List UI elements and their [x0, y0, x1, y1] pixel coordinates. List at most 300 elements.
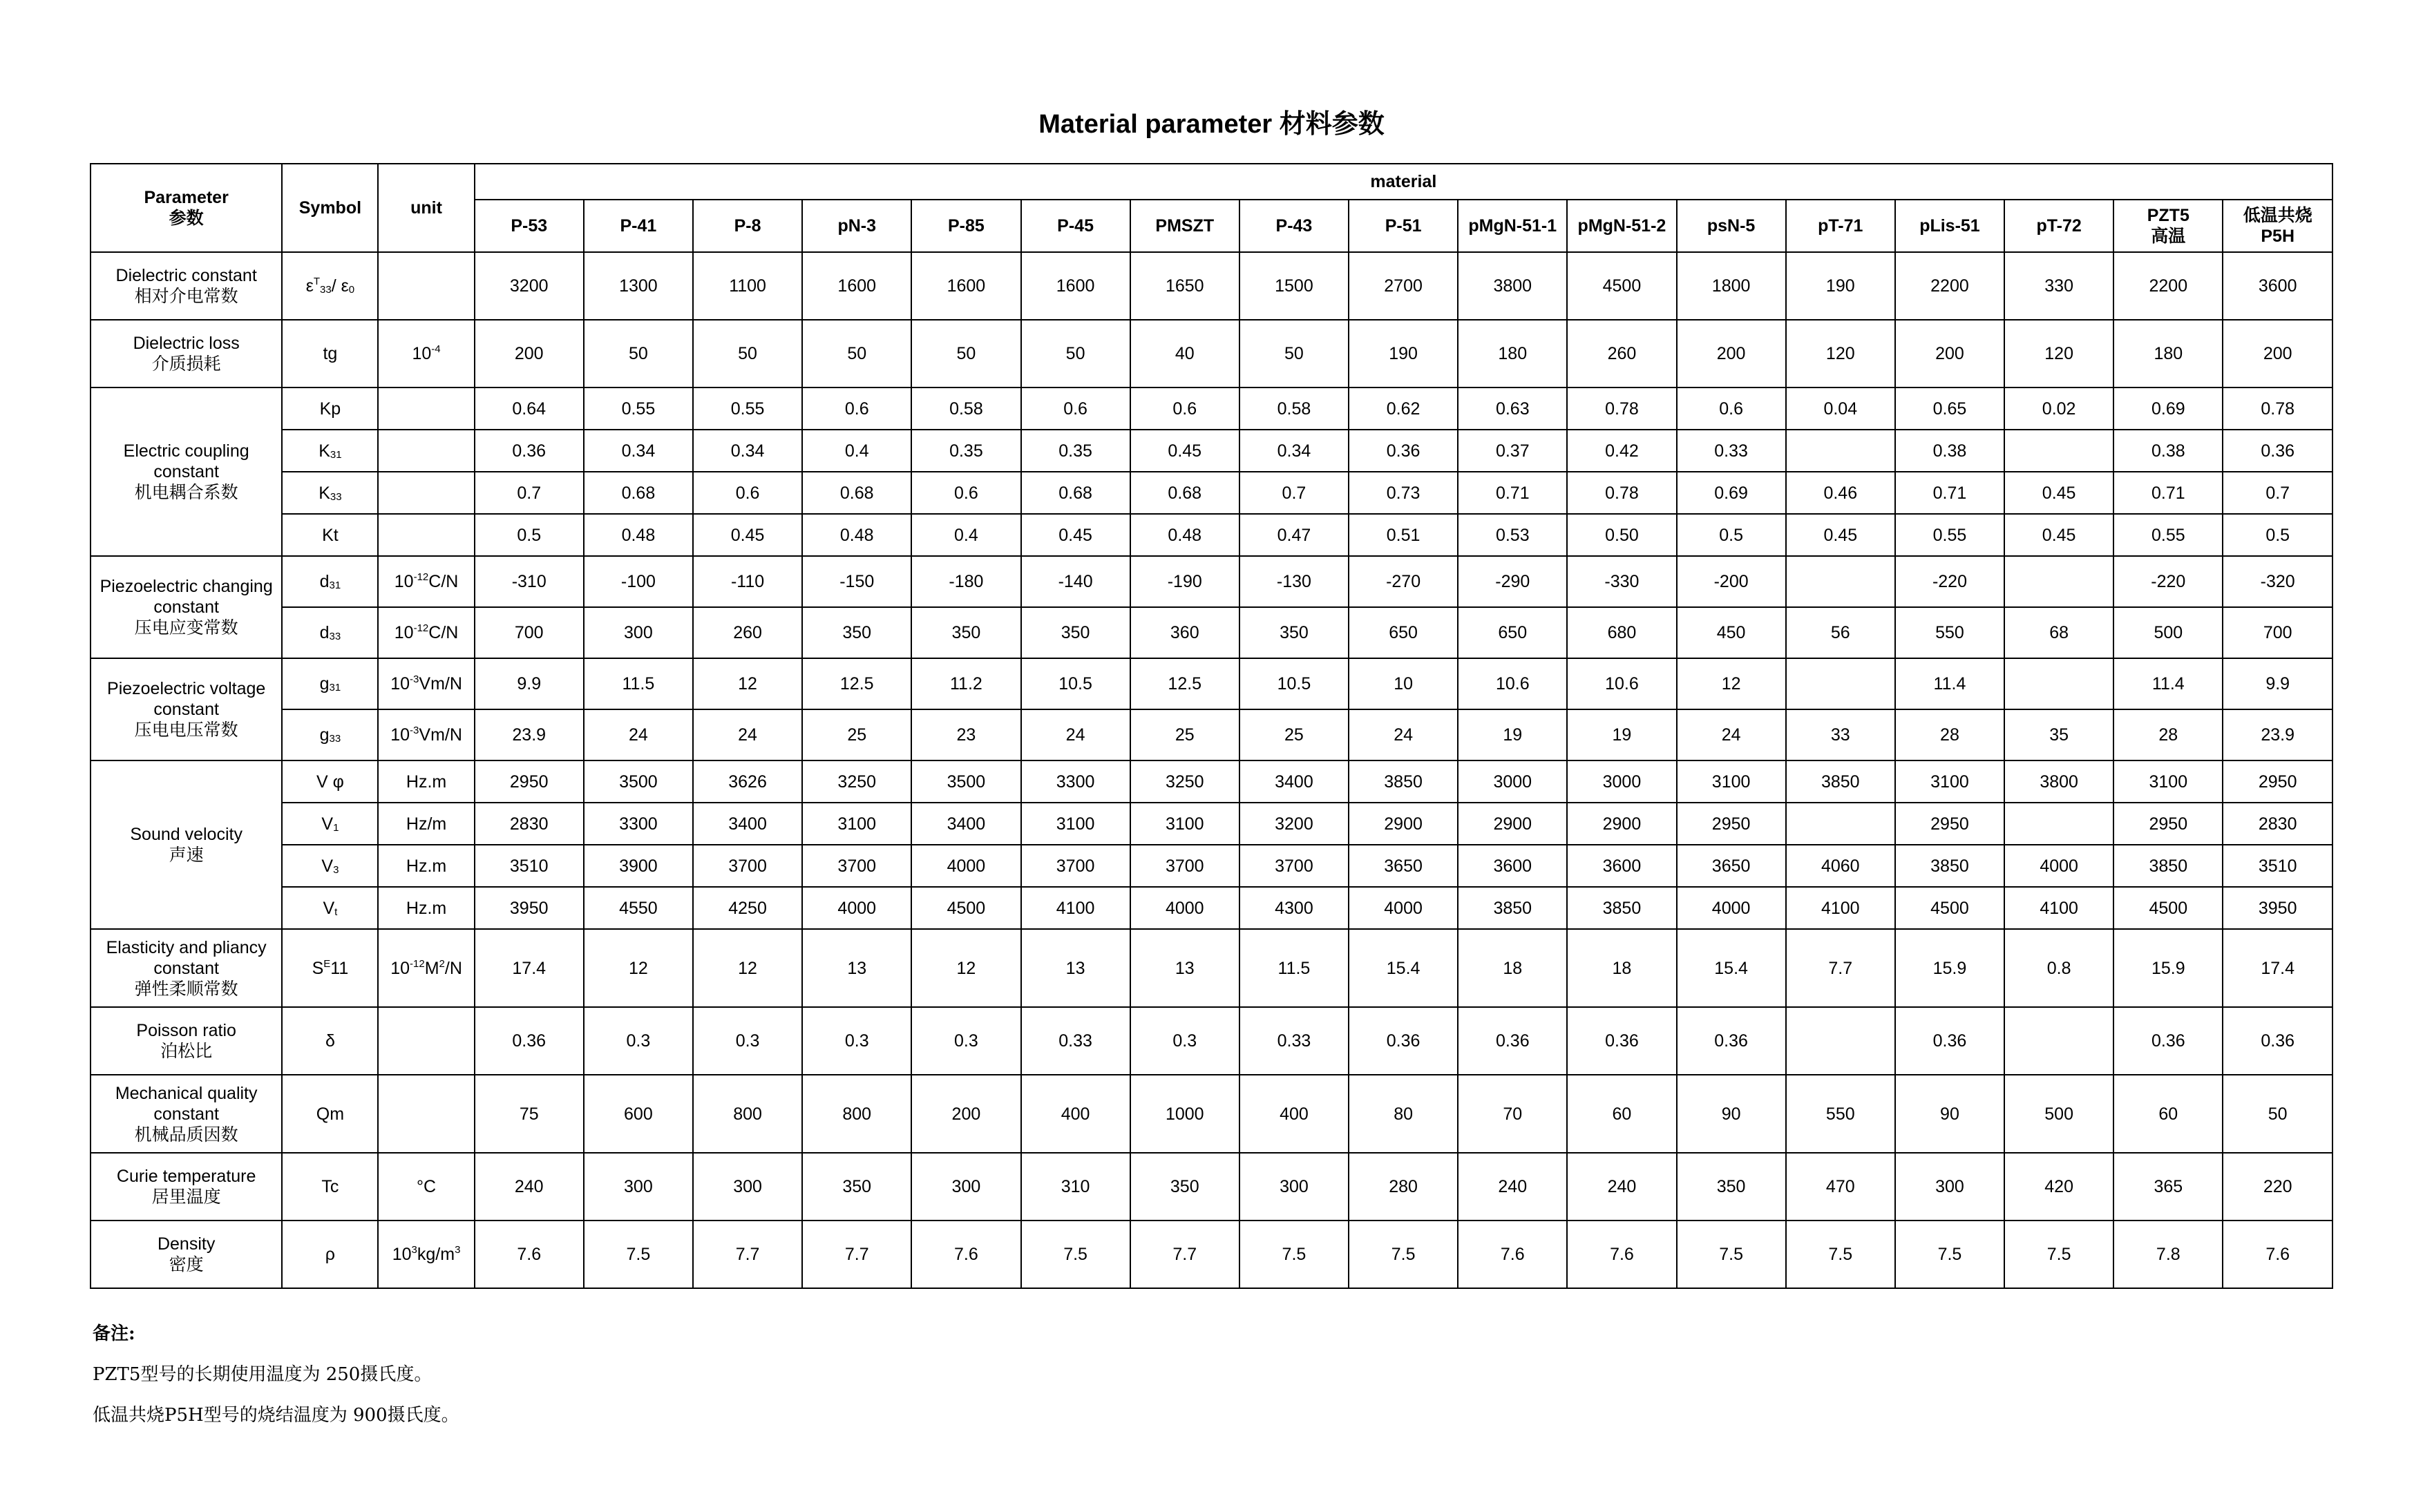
value-cell: 3100	[802, 803, 911, 845]
symbol-sup: E	[323, 957, 331, 970]
value-cell: 3300	[1021, 760, 1130, 803]
unit-cell	[378, 887, 474, 929]
value-cell: 50	[1021, 320, 1130, 387]
value-cell: 4500	[911, 887, 1020, 929]
value-cell: 650	[1349, 607, 1458, 658]
symbol-main: g	[319, 725, 330, 745]
value-cell: 2900	[1349, 803, 1458, 845]
parameter-label-en: Density	[157, 1234, 216, 1254]
value-cell: 23.9	[475, 709, 584, 760]
value-cell: 0.78	[2223, 387, 2332, 430]
symbol-main: g	[319, 674, 330, 693]
material-header-1	[475, 200, 584, 252]
value-cell: 0.36	[1349, 1007, 1458, 1075]
value-cell: 4000	[911, 845, 1020, 887]
value-cell: 0.33	[1239, 1007, 1349, 1075]
symbol-cell	[282, 845, 378, 887]
value-cell: -190	[1130, 556, 1239, 607]
value-cell: 23	[911, 709, 1020, 760]
value-cell: 0.33	[1021, 1007, 1130, 1075]
value-cell: 360	[1130, 607, 1239, 658]
value-cell: 350	[802, 607, 911, 658]
value-cell: 3850	[1349, 760, 1458, 803]
symbol-cell	[282, 803, 378, 845]
value-cell: 4500	[2113, 887, 2223, 929]
table-row	[91, 252, 2332, 320]
value-cell: 12.5	[802, 658, 911, 709]
value-cell: 0.64	[475, 387, 584, 430]
header-parameter-cn: 参数	[169, 209, 204, 228]
value-cell: 4550	[584, 887, 693, 929]
value-cell: 350	[1677, 1153, 1786, 1221]
symbol-main: V	[321, 856, 334, 876]
symbol-main: V φ	[316, 772, 344, 792]
parameter-label-cn: 声速	[169, 845, 204, 865]
value-cell: 2830	[475, 803, 584, 845]
value-cell: 7.6	[1458, 1221, 1567, 1288]
value-cell: 0.68	[1130, 472, 1239, 514]
header-parameter	[91, 164, 282, 252]
symbol-sub: 33	[320, 284, 332, 296]
value-cell: 0.46	[1786, 472, 1895, 514]
value-cell: 13	[1130, 929, 1239, 1007]
value-cell: 60	[1567, 1075, 1676, 1153]
unit-tail: Vm/N	[419, 674, 462, 693]
material-name-sub: P5H	[2261, 227, 2295, 246]
value-cell: 11.5	[584, 658, 693, 709]
value-cell: 24	[1021, 709, 1130, 760]
value-cell: 2950	[475, 760, 584, 803]
value-cell: 0.45	[1021, 514, 1130, 556]
value-cell: -110	[693, 556, 802, 607]
value-cell: 0.55	[693, 387, 802, 430]
value-cell: 0.33	[1677, 430, 1786, 472]
value-cell: 3850	[1458, 887, 1567, 929]
value-cell: 0.36	[475, 430, 584, 472]
table-row	[91, 607, 2332, 658]
value-cell: 7.7	[693, 1221, 802, 1288]
table-row	[91, 320, 2332, 387]
value-cell: 3400	[693, 803, 802, 845]
unit-tail: kg/m	[417, 1245, 455, 1264]
table-row	[91, 556, 2332, 607]
symbol-main: Tc	[321, 1177, 339, 1196]
value-cell: 0.63	[1458, 387, 1567, 430]
unit-tail: Vm/N	[419, 725, 462, 745]
value-cell: -290	[1458, 556, 1567, 607]
value-cell: 11.4	[2113, 658, 2223, 709]
value-cell: 0.36	[1677, 1007, 1786, 1075]
parameter-label-cn: 密度	[169, 1255, 204, 1274]
value-cell: 0.35	[911, 430, 1020, 472]
value-cell: 0.65	[1895, 387, 2004, 430]
value-cell	[2004, 430, 2113, 472]
value-cell: 0.50	[1567, 514, 1676, 556]
value-cell: 3200	[475, 252, 584, 320]
value-cell	[2004, 556, 2113, 607]
unit-main: °C	[417, 1177, 437, 1196]
material-name: P-85	[948, 216, 985, 236]
value-cell: 4000	[1349, 887, 1458, 929]
symbol-cell	[282, 556, 378, 607]
material-header-14	[1895, 200, 2004, 252]
value-cell: 3300	[584, 803, 693, 845]
parameter-label	[91, 556, 282, 658]
value-cell: 0.68	[584, 472, 693, 514]
unit-main: 10	[390, 958, 410, 978]
unit-tail2: /N	[444, 958, 462, 978]
note-line-2: 低温共烧P5H型号的烧结温度为 900摄氏度。	[93, 1405, 459, 1426]
value-cell: 15.4	[1677, 929, 1786, 1007]
value-cell: 10.5	[1239, 658, 1349, 709]
material-header-10	[1458, 200, 1567, 252]
table-row	[91, 929, 2332, 1007]
unit-cell	[378, 320, 474, 387]
unit-sup: -12	[410, 957, 425, 970]
value-cell: 7.5	[1239, 1221, 1349, 1288]
value-cell: 2900	[1567, 803, 1676, 845]
parameter-label-en: Dielectric loss	[133, 334, 240, 353]
symbol-main: Qm	[316, 1104, 345, 1124]
value-cell: 25	[802, 709, 911, 760]
value-cell: -320	[2223, 556, 2332, 607]
table-row	[91, 709, 2332, 760]
value-cell: 1800	[1677, 252, 1786, 320]
unit-cell	[378, 845, 474, 887]
symbol-main: V	[321, 814, 334, 834]
value-cell: 0.45	[1786, 514, 1895, 556]
value-cell: 7.5	[2004, 1221, 2113, 1288]
value-cell: 280	[1349, 1153, 1458, 1221]
value-cell: 7.6	[2223, 1221, 2332, 1288]
value-cell: 9.9	[475, 658, 584, 709]
value-cell: 3600	[1458, 845, 1567, 887]
value-cell: 0.38	[1895, 430, 2004, 472]
value-cell: 3250	[1130, 760, 1239, 803]
value-cell: 10	[1349, 658, 1458, 709]
header-row-1	[91, 164, 2332, 200]
value-cell: 3100	[2113, 760, 2223, 803]
value-cell: -150	[802, 556, 911, 607]
value-cell: 1100	[693, 252, 802, 320]
value-cell: 365	[2113, 1153, 2223, 1221]
material-header-6	[1021, 200, 1130, 252]
value-cell: 15.4	[1349, 929, 1458, 1007]
unit-cell	[378, 803, 474, 845]
value-cell: 2950	[1895, 803, 2004, 845]
material-header-3	[693, 200, 802, 252]
value-cell: 7.5	[1786, 1221, 1895, 1288]
value-cell: 0.7	[2223, 472, 2332, 514]
symbol-cell	[282, 709, 378, 760]
value-cell: 3650	[1677, 845, 1786, 887]
unit-cell	[378, 607, 474, 658]
notes-heading: 备注:	[93, 1323, 135, 1344]
parameter-label-cn: 介质损耗	[151, 354, 221, 374]
value-cell: 420	[2004, 1153, 2113, 1221]
value-cell: 680	[1567, 607, 1676, 658]
unit-sup: 3	[411, 1244, 417, 1256]
value-cell: 3100	[1130, 803, 1239, 845]
material-name-sub: 高温	[2151, 227, 2186, 246]
unit-cell	[378, 514, 474, 556]
value-cell: 800	[802, 1075, 911, 1153]
value-cell: 3850	[1895, 845, 2004, 887]
symbol-main: δ	[325, 1031, 335, 1051]
material-header-9	[1349, 200, 1458, 252]
value-cell: 330	[2004, 252, 2113, 320]
parameter-label-cn: 机械品质因数	[134, 1125, 238, 1145]
value-cell: 7.6	[475, 1221, 584, 1288]
symbol-main: Kt	[322, 525, 339, 545]
value-cell: 4100	[2004, 887, 2113, 929]
value-cell: 350	[911, 607, 1020, 658]
value-cell: 240	[475, 1153, 584, 1221]
value-cell: 2830	[2223, 803, 2332, 845]
value-cell: 2200	[1895, 252, 2004, 320]
unit-main: Hz.m	[406, 772, 447, 792]
value-cell	[1786, 1007, 1895, 1075]
unit-cell	[378, 1075, 474, 1153]
material-name: pLis-51	[1919, 216, 1980, 236]
parameter-label	[91, 320, 282, 387]
value-cell: 12	[1677, 658, 1786, 709]
value-cell: -180	[911, 556, 1020, 607]
value-cell: 23.9	[2223, 709, 2332, 760]
value-cell: 400	[1021, 1075, 1130, 1153]
symbol-main: ε	[305, 276, 314, 296]
symbol-sub: 3	[333, 863, 339, 876]
value-cell: 200	[1895, 320, 2004, 387]
material-header-13	[1786, 200, 1895, 252]
value-cell: 550	[1786, 1075, 1895, 1153]
table-row	[91, 887, 2332, 929]
material-header-16	[2113, 200, 2223, 252]
material-header-11	[1567, 200, 1676, 252]
value-cell: 3700	[1130, 845, 1239, 887]
value-cell: 220	[2223, 1153, 2332, 1221]
value-cell: 2950	[2223, 760, 2332, 803]
material-name: pMgN-51-2	[1577, 216, 1666, 236]
value-cell: 68	[2004, 607, 2113, 658]
parameter-label-cn: 弹性柔顺常数	[134, 979, 238, 999]
header-symbol: Symbol	[282, 164, 378, 252]
value-cell: 3850	[1786, 760, 1895, 803]
value-cell: 56	[1786, 607, 1895, 658]
value-cell: 1300	[584, 252, 693, 320]
value-cell: 10.5	[1021, 658, 1130, 709]
value-cell: 7.5	[1677, 1221, 1786, 1288]
value-cell: -140	[1021, 556, 1130, 607]
value-cell: 0.5	[2223, 514, 2332, 556]
material-name: P-51	[1385, 216, 1422, 236]
value-cell: 0.58	[1239, 387, 1349, 430]
value-cell: 3900	[584, 845, 693, 887]
material-name: P-45	[1057, 216, 1094, 236]
symbol-cell	[282, 760, 378, 803]
value-cell: 1600	[802, 252, 911, 320]
value-cell: 1600	[1021, 252, 1130, 320]
unit-main: 10	[390, 725, 410, 745]
value-cell: 12	[693, 658, 802, 709]
symbol-cell	[282, 1221, 378, 1288]
value-cell: 10.6	[1458, 658, 1567, 709]
unit-main: Hz.m	[406, 856, 447, 876]
value-cell: 17.4	[2223, 929, 2332, 1007]
value-cell: 0.4	[802, 430, 911, 472]
symbol-sub: 31	[329, 580, 341, 591]
value-cell: 3400	[911, 803, 1020, 845]
value-cell: 240	[1567, 1153, 1676, 1221]
unit-sup: -12	[413, 571, 429, 583]
value-cell: 0.5	[1677, 514, 1786, 556]
value-cell: 7.6	[911, 1221, 1020, 1288]
symbol-main: K	[319, 441, 330, 461]
value-cell: 3700	[693, 845, 802, 887]
value-cell: 0.69	[1677, 472, 1786, 514]
parameter-label-cn: 泊松比	[160, 1042, 213, 1061]
value-cell: 33	[1786, 709, 1895, 760]
value-cell: 7.5	[1895, 1221, 2004, 1288]
table-row	[91, 1075, 2332, 1153]
unit-cell	[378, 658, 474, 709]
value-cell: 300	[693, 1153, 802, 1221]
value-cell: 0.34	[584, 430, 693, 472]
value-cell: 4060	[1786, 845, 1895, 887]
symbol-tail: / ε	[331, 276, 349, 296]
value-cell: 350	[1239, 607, 1349, 658]
value-cell: 500	[2004, 1075, 2113, 1153]
value-cell: 25	[1239, 709, 1349, 760]
value-cell: 75	[475, 1075, 584, 1153]
value-cell: 50	[1239, 320, 1349, 387]
value-cell: 10.6	[1567, 658, 1676, 709]
value-cell	[1786, 430, 1895, 472]
value-cell: 0.36	[2223, 1007, 2332, 1075]
value-cell	[2004, 1007, 2113, 1075]
table-row	[91, 760, 2332, 803]
value-cell: 0.78	[1567, 387, 1676, 430]
value-cell: 550	[1895, 607, 2004, 658]
value-cell: 4000	[1677, 887, 1786, 929]
symbol-cell	[282, 887, 378, 929]
table-row	[91, 387, 2332, 430]
value-cell: 80	[1349, 1075, 1458, 1153]
value-cell	[1786, 556, 1895, 607]
value-cell: 0.62	[1349, 387, 1458, 430]
parameter-label-cn: 压电应变常数	[134, 618, 238, 638]
symbol-sub: 33	[329, 631, 341, 642]
value-cell: 4000	[1130, 887, 1239, 929]
table-row	[91, 1153, 2332, 1221]
value-cell: 3600	[1567, 845, 1676, 887]
parameter-label-en: Curie temperature	[116, 1167, 256, 1186]
value-cell: 1600	[911, 252, 1020, 320]
symbol-cell	[282, 387, 378, 430]
material-name: 低温共烧	[2243, 206, 2312, 225]
value-cell: 18	[1567, 929, 1676, 1007]
unit-main: 10	[394, 572, 414, 591]
value-cell: 12	[693, 929, 802, 1007]
unit-cell	[378, 760, 474, 803]
symbol-main: tg	[323, 344, 338, 363]
symbol-sub: 31	[329, 682, 341, 693]
value-cell: 350	[802, 1153, 911, 1221]
value-cell: 800	[693, 1075, 802, 1153]
value-cell: 0.68	[802, 472, 911, 514]
material-header-15	[2004, 200, 2113, 252]
material-header-4	[802, 200, 911, 252]
symbol-cell	[282, 252, 378, 320]
unit-cell	[378, 709, 474, 760]
value-cell: 260	[1567, 320, 1676, 387]
symbol-cell	[282, 514, 378, 556]
parameter-label-cn: 居里温度	[151, 1187, 221, 1207]
symbol-sub2: 0	[348, 284, 355, 296]
value-cell: 120	[1786, 320, 1895, 387]
value-cell: 0.6	[1021, 387, 1130, 430]
value-cell: 3200	[1239, 803, 1349, 845]
unit-tail: C/N	[428, 623, 459, 642]
value-cell: 0.36	[1349, 430, 1458, 472]
value-cell: 3500	[584, 760, 693, 803]
value-cell: 3400	[1239, 760, 1349, 803]
value-cell: 0.45	[2004, 472, 2113, 514]
value-cell: 700	[475, 607, 584, 658]
header-unit: unit	[378, 164, 474, 252]
value-cell: 0.36	[475, 1007, 584, 1075]
value-cell: 0.6	[911, 472, 1020, 514]
value-cell: 12	[911, 929, 1020, 1007]
value-cell: 4300	[1239, 887, 1349, 929]
value-cell: 3600	[2223, 252, 2332, 320]
table-row	[91, 1007, 2332, 1075]
header-material: material	[475, 164, 2332, 200]
value-cell: 400	[1239, 1075, 1349, 1153]
page-title: Material parameter 材料参数	[1038, 110, 1385, 139]
value-cell: 3800	[1458, 252, 1567, 320]
material-name: PZT5	[2147, 206, 2189, 225]
symbol-cell	[282, 1075, 378, 1153]
value-cell: 0.7	[475, 472, 584, 514]
value-cell: 50	[693, 320, 802, 387]
value-cell: 0.6	[693, 472, 802, 514]
value-cell: 0.8	[2004, 929, 2113, 1007]
value-cell: -270	[1349, 556, 1458, 607]
value-cell: 3700	[1239, 845, 1349, 887]
material-name: P-41	[620, 216, 657, 236]
value-cell: 350	[1021, 607, 1130, 658]
symbol-cell	[282, 472, 378, 514]
value-cell: 90	[1677, 1075, 1786, 1153]
value-cell: 0.42	[1567, 430, 1676, 472]
value-cell: 0.36	[1567, 1007, 1676, 1075]
unit-main: Hz.m	[406, 898, 447, 918]
parameter-label-cn: 压电电压常数	[134, 720, 238, 740]
value-cell: 0.69	[2113, 387, 2223, 430]
value-cell: 0.3	[802, 1007, 911, 1075]
unit-sup2: 3	[455, 1244, 461, 1256]
material-name: P-8	[734, 216, 761, 236]
value-cell: 15.9	[2113, 929, 2223, 1007]
unit-main: 10	[390, 674, 410, 693]
parameter-label-en: Poisson ratio	[136, 1021, 236, 1040]
value-cell: 15.9	[1895, 929, 2004, 1007]
value-cell: -200	[1677, 556, 1786, 607]
value-cell: 25	[1130, 709, 1239, 760]
value-cell: 0.34	[693, 430, 802, 472]
value-cell: 0.5	[475, 514, 584, 556]
